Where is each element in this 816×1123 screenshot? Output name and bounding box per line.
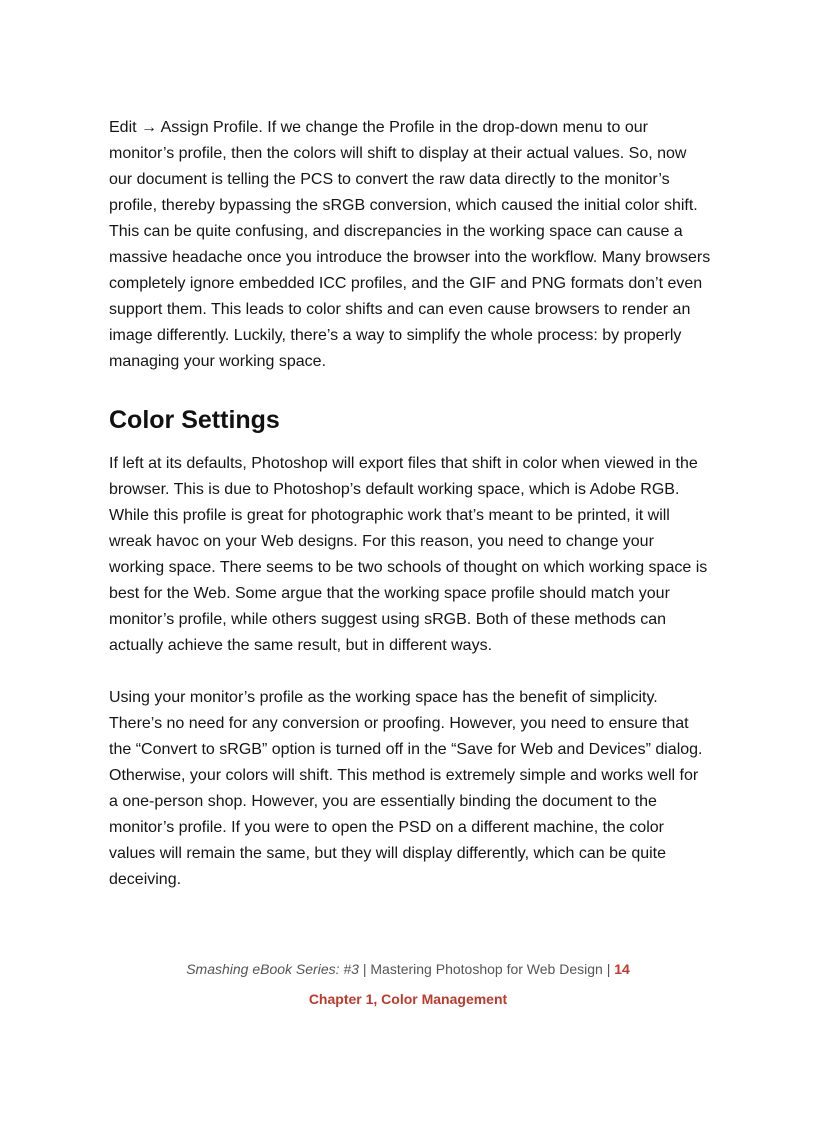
footer-chapter: Chapter 1, Color Management (308, 991, 508, 1007)
body-paragraph-2: If left at its defaults, Photoshop will export files that shift in color when viewed in the browser. This is due to Photoshop’s default working space, which is Adobe RGB. While this profile is great for photographic work that’s meant to be printed, it will wreak havoc on your Web designs. For this reason, you need to change your working space. There seems to be two schools of thought on which working space is best for the Web. Some argue that the working space profile should match your monitor’s profile, while others suggest using sRGB. Both of these methods can actually achieve the same result, but in different ways. (109, 455, 708, 654)
footer-series: Smashing eBook Series: #3 (186, 961, 359, 977)
body-paragraph-1: Edit → Assign Profile. If we change the Profile in the drop-down menu to our monitor’s profile, then the colors will shift to display at their actual values. So, now our document is telling the PCS to convert the raw data directly to the monitor’s profile, thereby bypassing the sRGB conversion, which caused the initial color shift. This can be quite confusing, and discrepancies in the working space can cause a massive headache once you introduce the browser into the workflow. Many browsers completely ignore embedded ICC profiles, and the GIF and PNG formats don’t even support them. This leads to color shifts and can even cause browsers to render an image differently. Luckily, there’s a way to simplify the whole process: by properly managing your working space. (109, 119, 711, 370)
paragraph-spacer (109, 659, 711, 685)
body-paragraph-3: Using your monitor’s profile as the working space has the benefit of simplicity. There’s no need for any conversion or proofing. However, you need to ensure that the “Convert to sRGB” option is turned off in the “Save for Web and Devices” dialog. Otherwise, your colors will shift. This method is extremely simple and works well for a one-person shop. However, you are essentially binding the document to the monitor’s profile. If you were to open the PSD on a different machine, the color values will remain the same, but they will display differently, which can be quite deceiving. (109, 689, 703, 888)
section-heading: Color Settings (109, 406, 280, 434)
footer-page-number: 14 (614, 961, 630, 977)
page-footer (0, 958, 816, 980)
footer-separator-2: | (606, 961, 611, 977)
footer-book-title: Mastering Photoshop for Web Design (370, 961, 603, 977)
page-content (109, 115, 711, 893)
footer-separator-1: | (362, 961, 367, 977)
